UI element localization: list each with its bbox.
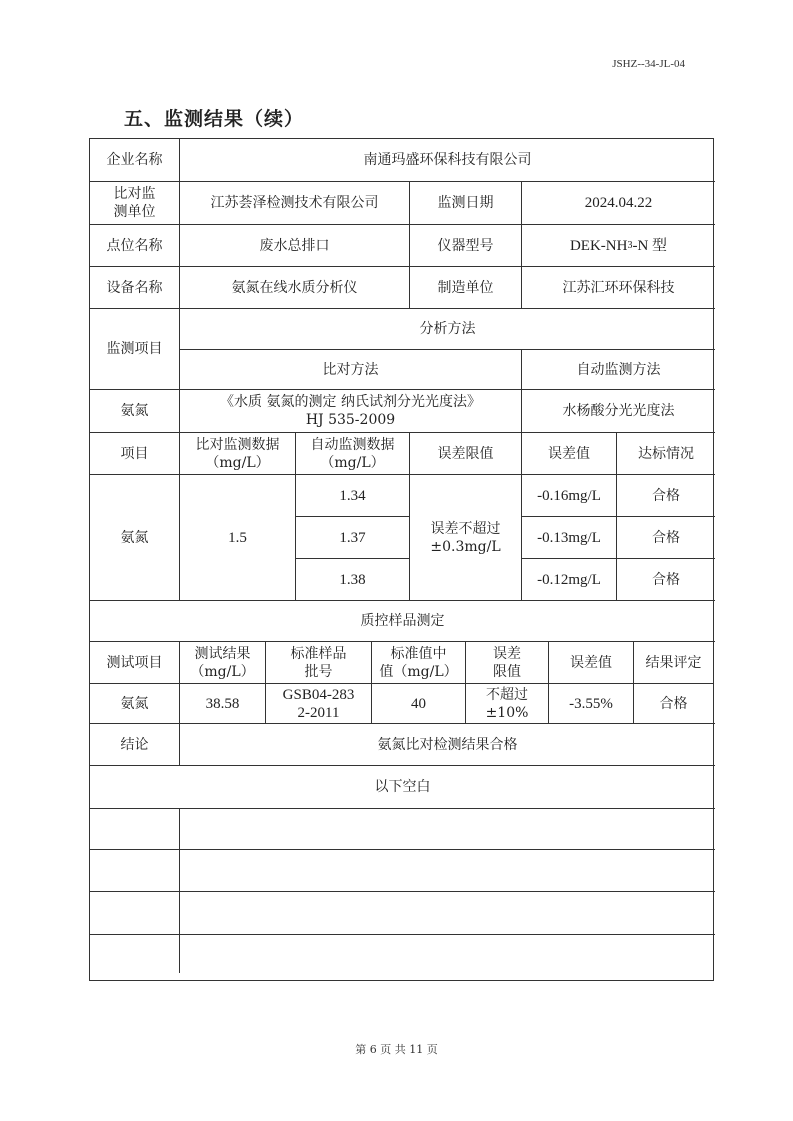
comparison-unit-label: 比对监 测单位 <box>90 182 180 225</box>
compliance-status: 合格 <box>617 559 715 601</box>
comparison-header: 误差值 <box>522 433 617 475</box>
qc-header: 测试结果 （mg/L） <box>180 642 266 684</box>
model-label: 仪器型号 <box>410 225 522 267</box>
conclusion-value: 氨氮比对检测结果合格 <box>180 724 715 766</box>
qc-evaluation: 合格 <box>659 696 688 712</box>
error-value: -0.12mg/L <box>522 559 617 601</box>
qc-header: 标准样品 批号 <box>266 642 372 684</box>
manufacturer-value: 江苏汇环环保科技 <box>522 267 715 309</box>
comparison-header: 项目 <box>90 433 180 475</box>
qc-header: 结果评定 <box>634 642 713 684</box>
comparison-header: 达标情况 <box>617 433 715 475</box>
auto-method-label: 自动监测方法 <box>522 350 715 390</box>
empty-cell <box>180 809 715 850</box>
analysis-method-label: 分析方法 <box>180 309 715 350</box>
comparison-pollutant: 氨氮 <box>90 475 180 601</box>
doc-code: JSHZ--34-JL-04 <box>612 58 685 70</box>
qc-header: 误差值 <box>549 642 634 684</box>
comparison-unit-value: 江苏荟泽检测技术有限公司 <box>180 182 410 225</box>
auto-value: 1.34 <box>296 475 410 517</box>
empty-cell <box>90 892 180 935</box>
comparison-method-label: 比对方法 <box>180 350 522 390</box>
qc-header: 误差 限值 <box>466 642 549 684</box>
date-value: 2024.04.22 <box>522 182 715 225</box>
comparison-header: 比对监测数据 （mg/L） <box>180 433 296 475</box>
qc-header: 测试项目 <box>90 642 180 684</box>
empty-cell <box>180 935 715 973</box>
comparison-header: 误差限值 <box>410 433 522 475</box>
compliance-status: 合格 <box>617 475 715 517</box>
monitoring-item-label: 监测项目 <box>90 309 180 390</box>
qc-header: 标准值中 值（mg/L） <box>372 642 466 684</box>
conclusion-label: 结论 <box>90 724 180 766</box>
device-value: 氨氮在线水质分析仪 <box>180 267 410 309</box>
qc-batch: GSB04-283 2-2011 <box>266 684 372 724</box>
error-value: -0.16mg/L <box>522 475 617 517</box>
qc-error: -3.55% <box>549 684 634 724</box>
comparison-method-value: 《水质 氨氮的测定 纳氏试剂分光光度法》 HJ 535-2009 <box>180 390 522 433</box>
date-label: 监测日期 <box>410 182 522 225</box>
device-label: 设备名称 <box>90 267 180 309</box>
model-value: DEK-NH 3 -N 型 <box>522 225 715 267</box>
section-title: 五、监测结果（续） <box>124 108 305 130</box>
company-label: 企业名称 <box>90 139 180 182</box>
comparison-header: 自动监测数据 （mg/L） <box>296 433 410 475</box>
results-table <box>89 138 714 981</box>
empty-cell <box>90 809 180 850</box>
page-footer: 第 6 页 共 11 页 <box>355 1043 438 1056</box>
comparison-value: 1.5 <box>180 475 296 601</box>
empty-cell <box>90 850 180 892</box>
empty-cell <box>90 935 180 973</box>
compliance-status: 合格 <box>617 517 715 559</box>
empty-cell <box>180 892 715 935</box>
auto-method-value: 水杨酸分光光度法 <box>522 390 715 433</box>
method-pollutant: 氨氮 <box>90 390 180 433</box>
qc-result: 38.58 <box>180 684 266 724</box>
blank-note: 以下空白 <box>90 766 715 809</box>
error-limit: 误差不超过 ±0.3mg/L <box>410 475 522 601</box>
error-value: -0.13mg/L <box>522 517 617 559</box>
qc-item: 氨氮 <box>90 684 180 724</box>
point-value: 废水总排口 <box>180 225 410 267</box>
auto-value: 1.37 <box>296 517 410 559</box>
qc-table <box>90 642 715 724</box>
qc-standard: 40 <box>372 684 466 724</box>
auto-value: 1.38 <box>296 559 410 601</box>
qc-limit: 不超过 ±10% <box>466 684 549 724</box>
point-label: 点位名称 <box>90 225 180 267</box>
company-value: 南通玛盛环保科技有限公司 <box>180 139 715 182</box>
manufacturer-label: 制造单位 <box>410 267 522 309</box>
empty-cell <box>180 850 715 892</box>
qc-title: 质控样品测定 <box>90 601 715 642</box>
